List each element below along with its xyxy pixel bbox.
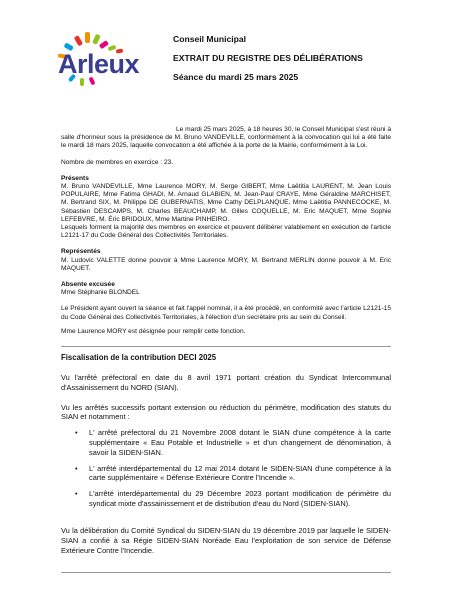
section-divider xyxy=(61,346,391,347)
represented-label: Représentés xyxy=(61,248,101,256)
bullet-icon: • xyxy=(75,489,78,499)
quorum-text: Lesquels forment la majorité des membres en exercice et peuvent délibérer valablement en exécution de l'article L2121-17 du Code Général des Collectivités Territoriales. xyxy=(61,224,391,240)
list-item: • L'arrêté interdépartemental du 29 Décembre 2023 portant modification de périmètre du syndicat mixte d'assainissement et de distribution d'eau du Nord (SIDEN-SIAN). xyxy=(75,489,391,508)
bullet-icon: • xyxy=(75,463,78,473)
final-paragraph: Vu la délibération du Comité Syndical du SIDEN-SIAN du 19 décembre 2019 par laquelle le SIDEN-SIAN a confié à sa Régie SIDEN-SIAN Noréade Eau l'exploitation de son service de Défense Extérieure Contre l'Incendie. xyxy=(61,526,391,555)
header-session: Séance du mardi 25 mars 2025 xyxy=(173,72,299,82)
decree-list xyxy=(61,428,391,509)
secretary-text: Mme Laurence MORY est désignée pour remplir cette fonction. xyxy=(61,327,246,335)
section-title: Fiscalisation de la contribution DECI 2025 xyxy=(61,353,217,362)
section-body xyxy=(61,373,391,519)
list-item: • L' arrêté préfectoral du 21 Novembre 2008 dotant le SIAN d'une compétence à la carte supplémentaire « Eau Potable et Industrielle » et d'un changement de dénomination, à savoir la SIDEN-SIAN. xyxy=(75,428,391,457)
meeting-details xyxy=(61,126,391,344)
header-register: EXTRAIT DU REGISTRE DES DÉLIBÉRATIONS xyxy=(173,53,363,63)
members-count: Nombre de membres en exercice : 23. xyxy=(61,158,174,166)
intro-paragraph: Le mardi 25 mars 2025, à 18 heures 30, le Conseil Municipal s'est réuni à salle d'honneur sous la présidence de M. Bruno VANDEVILLE, conformément à la convocation qui lui a été faite le mardi 18 mars 2025, laquelle convocation a été affichée à la porte de la Mairie, conformément à la Loi. xyxy=(61,126,391,150)
opening-paragraph: Le Président ayant ouvert la séance et fait l'appel nominal, il a été procédé, en conformité avec l'article L2121-15 du Code Général des Collectivités Territoriales, à l'élection d'un secrétaire pris au sein du Conseil. xyxy=(61,305,391,321)
section-paragraph-1: Vu l'arrêté préfectoral en date du 8 avril 1971 portant création du Syndicat Intercommunal d'Assainissement du NORD (SIAN). xyxy=(61,373,391,392)
absent-label: Absente excusée xyxy=(61,281,115,289)
header-council: Conseil Municipal xyxy=(173,34,247,44)
represented-text: M. Ludovic VALETTE donne pouvoir à Mme Laurence MORY, M. Bertrand MERLIN donne pouvoir à M. Eric MAQUET. xyxy=(61,256,391,272)
footer-divider xyxy=(61,572,391,573)
bullet-icon: • xyxy=(75,428,78,438)
logo-wordmark: Arleux xyxy=(58,49,140,79)
document-header xyxy=(173,34,413,91)
list-item: • L' arrêté interdépartemental du 12 mai 2014 dotant le SIDEN-SIAN d'une compétence à la carte supplémentaire « Défense Extérieure Contre l'Incendie ». xyxy=(75,463,391,483)
presents-label: Présents xyxy=(61,174,89,182)
absent-text: Mme Stéphanie BLONDEL xyxy=(61,289,140,297)
section-paragraph-2: Vu les arrêtés successifs portant extension ou réduction du périmètre, modification des statuts du SIAN et notamment : xyxy=(61,402,391,422)
presents-list: M. Bruno VANDEVILLE, Mme Laurence MORY, M. Serge GIBERT, Mme Laëtitia LAURENT, M. Jean Louis POPULAIRE, Mme Fatima GHADI, M. Arnaud GLABIEN, M. Jean-Paul CRAYE, Mme Géraldine MARCHISET, M. Bertrand SIX, M. Philippe DE GUBERNATIS, Mme Cathy DELPLANQUE, Mme Laëtitia PANNECOCKE, M. Sébastien DESCAMPS, M. Charles BEAUCHAMP, M. Gilles COQUELLE, M. Eric MAQUET, Mme Sophie LEFEBVRE, M. Éric BRIDOUX, Mme Martine PINHEIRO. xyxy=(61,183,391,223)
arleux-logo xyxy=(58,30,150,88)
